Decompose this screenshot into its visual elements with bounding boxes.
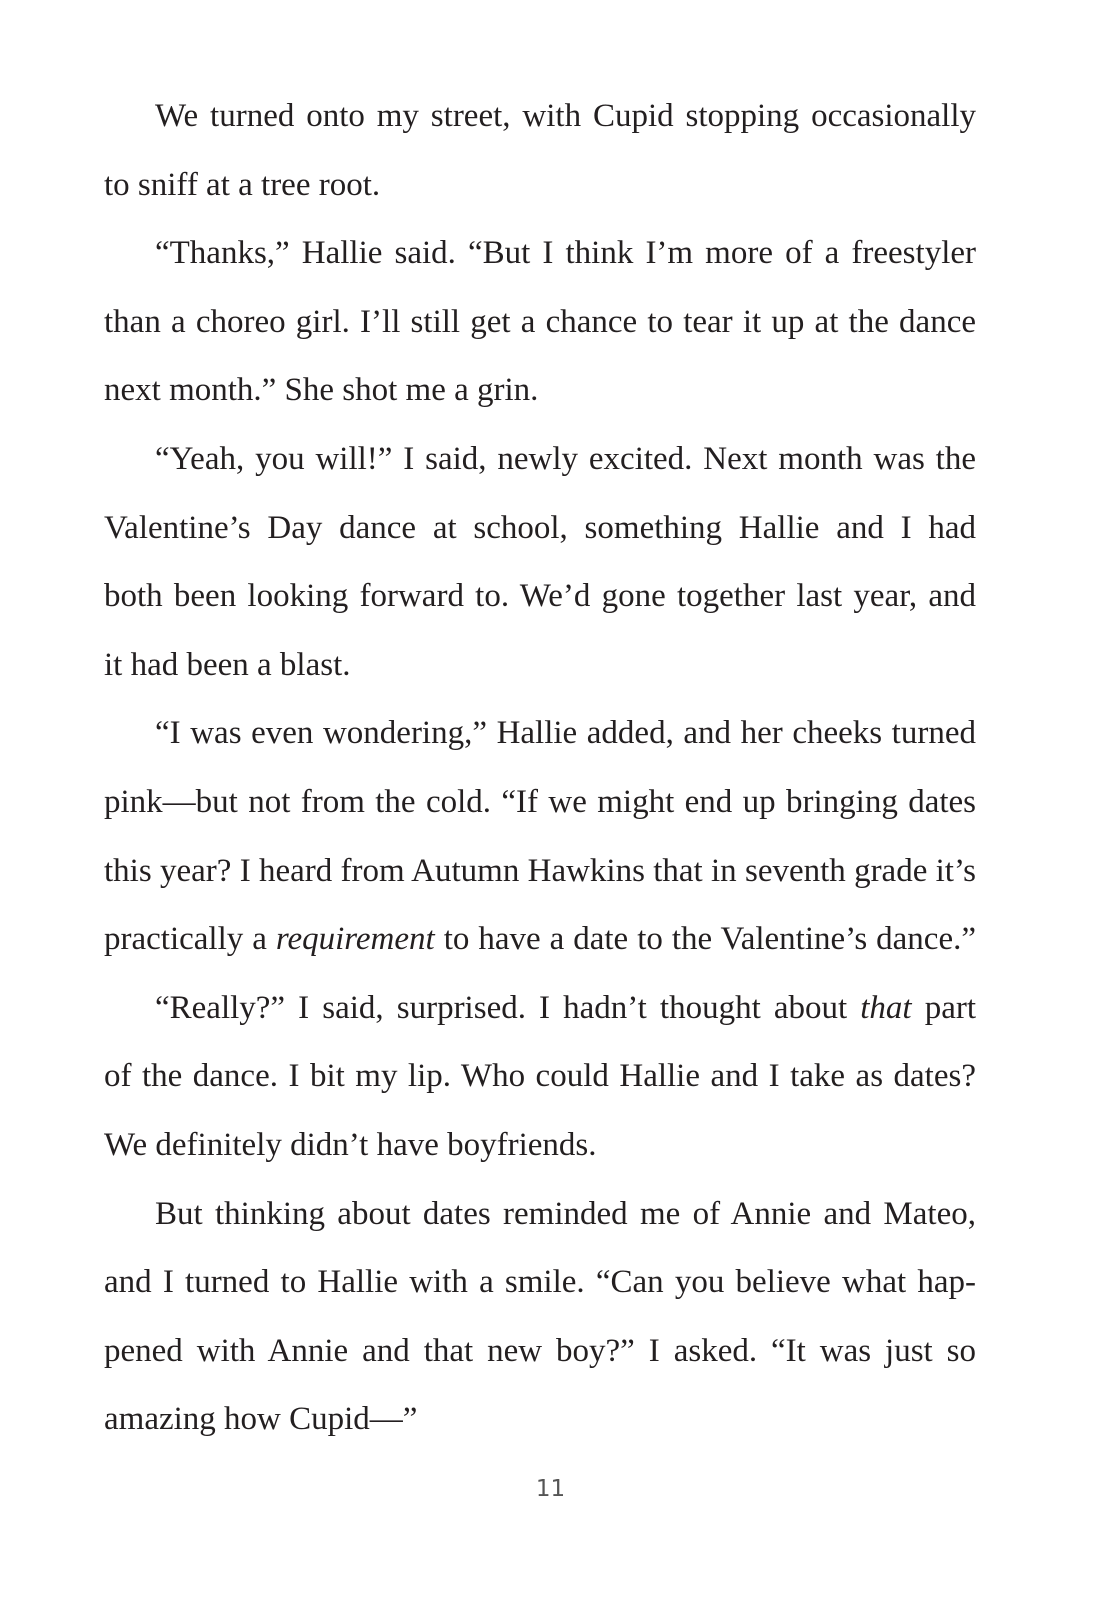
text-line: “I was even wondering,” Hallie added, and her cheeks turned — [155, 715, 976, 752]
text-line: Valentine’s Day dance at school, something Hallie and I had — [104, 509, 976, 546]
body-text — [104, 82, 976, 1454]
text-line: amazing how Cupid—” — [104, 1401, 418, 1438]
text-line: than a choreo girl. I’ll still get a chance to tear it up at the dance — [104, 303, 976, 340]
paragraph-1 — [104, 82, 976, 219]
paragraph-6 — [104, 1180, 976, 1454]
text-line: “Yeah, you will!” I said, newly excited. Next month was the — [155, 440, 976, 477]
emphasized-word: that — [860, 989, 912, 1026]
text-line: to sniff at a tree root. — [104, 166, 381, 203]
paragraph-2 — [104, 219, 976, 425]
paragraph-4 — [104, 699, 976, 973]
text-line: of the dance. I bit my lip. Who could Hallie and I take as dates? — [104, 1058, 976, 1095]
text-line — [104, 905, 976, 974]
text-run: to have a date to the Valentine’s dance.” — [434, 921, 976, 958]
text-line: next month.” She shot me a grin. — [104, 372, 539, 409]
text-line: it had been a blast. — [104, 646, 351, 683]
text-line: both been looking forward to. We’d gone together last year, and — [104, 578, 976, 615]
text-run: “Really?” I said, surprised. I hadn’t thought about — [155, 989, 861, 1026]
text-line: pink—but not from the cold. “If we might end up bringing dates — [104, 783, 976, 820]
text-line: this year? I heard from Autumn Hawkins that in seventh grade it’s — [104, 852, 976, 889]
paragraph-5 — [104, 974, 976, 1180]
text-line: We turned onto my street, with Cupid stopping occasionally — [155, 98, 976, 134]
text-line: and I turned to Hallie with a smile. “Can you believe what hap- — [104, 1264, 976, 1301]
text-line: We definitely didn’t have boyfriends. — [104, 1126, 597, 1163]
text-line: pened with Annie and that new boy?” I asked. “It was just so — [104, 1332, 976, 1369]
text-run: part — [911, 989, 976, 1026]
text-run: practically a — [104, 921, 276, 958]
paragraph-3 — [104, 425, 976, 699]
emphasized-word: requirement — [275, 921, 435, 958]
text-line: But thinking about dates reminded me of Annie and Mateo, — [155, 1195, 976, 1232]
text-line — [104, 974, 976, 1043]
text-line: “Thanks,” Hallie said. “But I think I’m more of a freestyler — [155, 235, 976, 272]
page-number: 11 — [535, 1476, 566, 1502]
